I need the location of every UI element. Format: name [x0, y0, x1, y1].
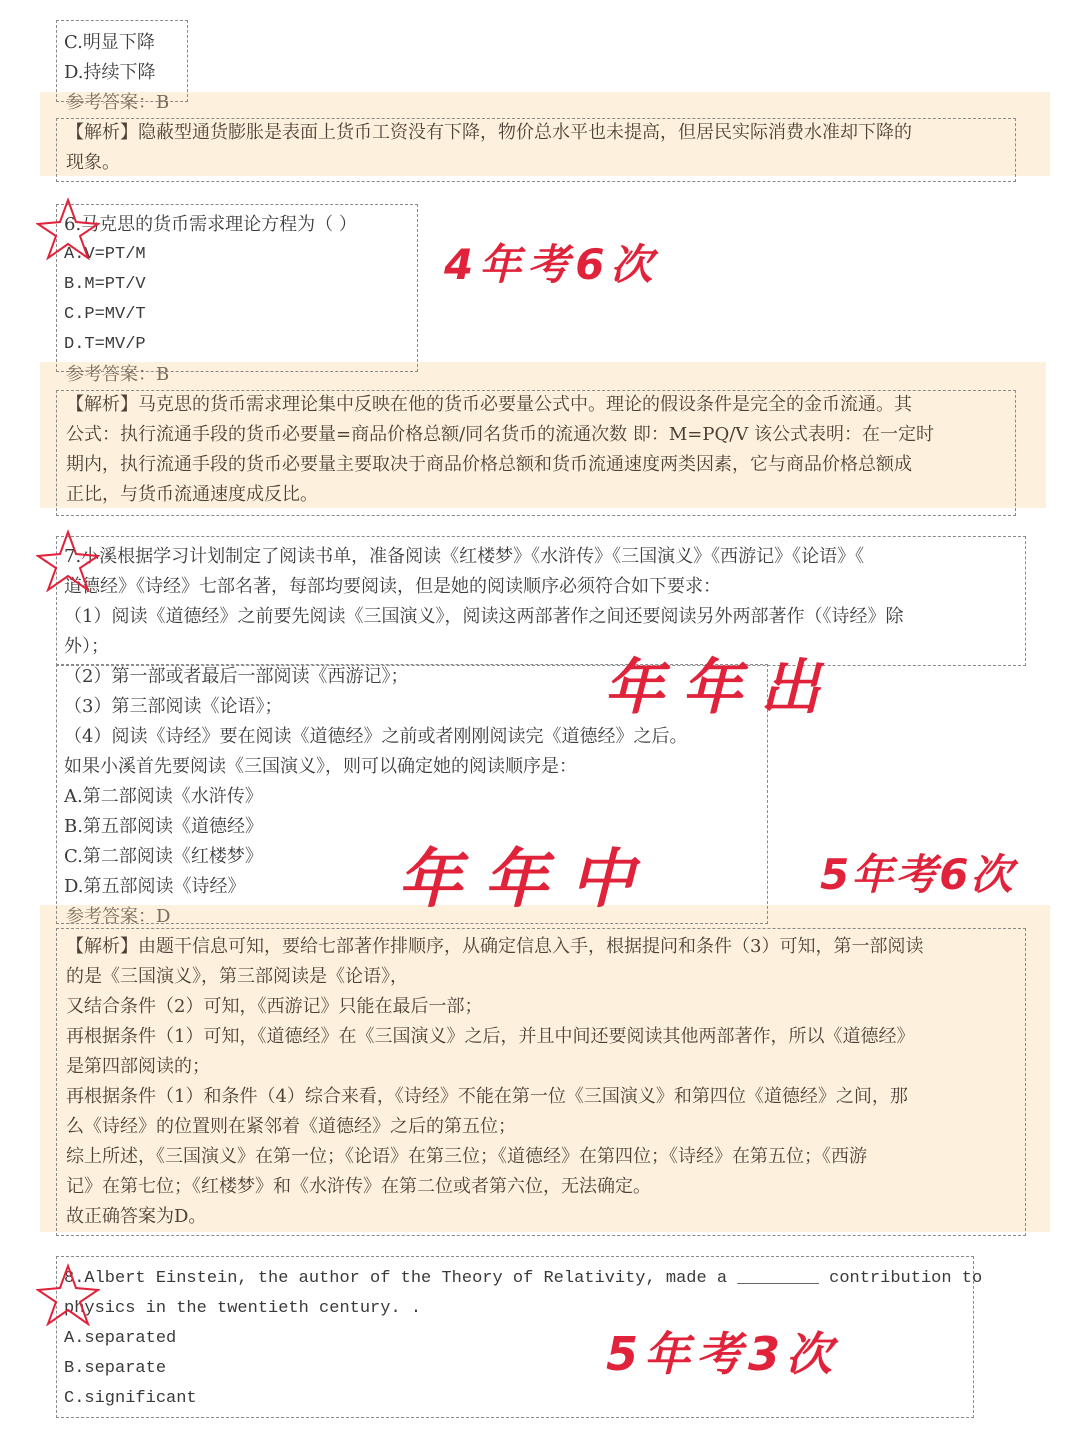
q7-stem-line: 外）； [64, 636, 109, 657]
q7-explanation-line: 故正确答案为D。 [66, 1206, 207, 1227]
q8-option-a: A.separated [64, 1329, 177, 1348]
q7-stem-line: （4）阅读《诗经》要在阅读《道德经》之前或者刚刚阅读完《道德经》之后。 [64, 726, 688, 747]
q6-option-b: B.M=PT/V [64, 275, 146, 294]
q7-explanation-line: 又结合条件（2）可知，《西游记》只能在最后一部； [66, 996, 483, 1017]
q7-annotation-every-year-appears: 年年出 [604, 653, 838, 723]
q6-option-c: C.P=MV/T [64, 305, 146, 324]
q5-explanation-line: 【解析】隐蔽型通货膨胀是表面上货币工资没有下降，物价总水平也未提高，但居民实际消费水准却下降的 [66, 122, 912, 143]
q5-option-d: D.持续下降 [64, 62, 156, 83]
q7-option-b: B.第五部阅读《道德经》 [64, 816, 263, 837]
q8-option-c: C.significant [64, 1389, 197, 1408]
q7-stem-line: 道德经》《诗经》七部名著，每部均要阅读，但是她的阅读顺序必须符合如下要求： [64, 576, 721, 597]
q8-stem-line: physics in the twentieth century. . [64, 1299, 422, 1318]
q7-explanation-line: 记》在第七位；《红楼梦》和《水浒传》在第二位或者第六位，无法确定。 [66, 1176, 651, 1197]
q7-option-c: C.第二部阅读《红楼梦》 [64, 846, 263, 867]
red-star-icon [36, 528, 100, 592]
q7-stem-line: （1）阅读《道德经》之前要先阅读《三国演义》，阅读这两部著作之间还要阅读另外两部著作（《诗经》除 [64, 606, 904, 627]
q7-frequency-annotation: 5年考6次 [820, 850, 1015, 899]
q7-option-d: D.第五部阅读《诗经》 [64, 876, 246, 897]
q7-stem-line: 7.小溪根据学习计划制定了阅读书单，准备阅读《红楼梦》《水浒传》《三国演义》《西游记》《论语》《 [64, 546, 865, 567]
q6-explanation-line: 【解析】马克思的货币需求理论集中反映在他的货币必要量公式中。理论的假设条件是完全的金币流通。其 [66, 394, 912, 415]
q7-explanation-line: 再根据条件（1）和条件（4）综合来看，《诗经》不能在第一位《三国演义》和第四位《道德经》之间，那 [66, 1086, 908, 1107]
q6-option-a: A.V=PT/M [64, 245, 146, 264]
q7-explanation-line: 再根据条件（1）可知，《道德经》在《三国演义》之后，并且中间还要阅读其他两部著作，所以《道德经》 [66, 1026, 915, 1047]
q7-stem-line: （3）第三部阅读《论语》； [64, 696, 283, 717]
q8-frequency-annotation: 5年考3次 [606, 1327, 839, 1381]
q6-answer: 参考答案：B [66, 364, 170, 385]
q5-answer: 参考答案：B [66, 92, 170, 113]
q6-stem: 6.马克思的货币需求理论方程为（ ） [64, 214, 357, 235]
q7-explanation-line: 么《诗经》的位置则在紧邻着《道德经》之后的第五位； [66, 1116, 516, 1137]
red-star-icon [36, 1262, 100, 1326]
q7-explanation-line: 综上所述，《三国演义》在第一位；《论语》在第三位；《道德经》在第四位；《诗经》在第五位；《西游 [66, 1146, 867, 1167]
q6-explanation-line: 正比，与货币流通速度成反比。 [66, 484, 318, 505]
q6-option-d: D.T=MV/P [64, 335, 146, 354]
q6-explanation-line: 公式：执行流通手段的货币必要量=商品价格总额/同名货币的流通次数 即：M=PQ/V 该公式表明：在一定时 [66, 424, 935, 445]
q7-annotation-every-year-hits: 年年中 [398, 843, 656, 917]
q7-stem-line: 如果小溪首先要阅读《三国演义》，则可以确定她的阅读顺序是： [64, 756, 577, 777]
q7-explanation-line: 是第四部阅读的； [66, 1056, 210, 1077]
q7-answer: 参考答案：D [66, 906, 171, 927]
q8-option-b: B.separate [64, 1359, 167, 1378]
q8-stem-line: 8.Albert Einstein, the author of the Theory of Relativity, made a ________ contribution to [64, 1269, 983, 1288]
q6-explanation-line: 期内，执行流通手段的货币必要量主要取决于商品价格总额和货币流通速度两类因素，它与商品价格总额成 [66, 454, 912, 475]
q7-explanation-line: 【解析】由题干信息可知，要给七部著作排顺序，从确定信息入手，根据提问和条件（3）可知，第一部阅读 [66, 936, 924, 957]
red-star-icon [36, 196, 100, 260]
q7-stem-line: （2）第一部或者最后一部阅读《西游记》； [64, 666, 409, 687]
q5-option-c: C.明显下降 [64, 32, 155, 53]
q6-frequency-annotation: 4年考6次 [444, 240, 659, 289]
q7-option-a: A.第二部阅读《水浒传》 [64, 786, 263, 807]
q5-explanation-line: 现象。 [66, 152, 120, 173]
q7-explanation-line: 的是《三国演义》，第三部阅读是《论语》， [66, 966, 408, 987]
